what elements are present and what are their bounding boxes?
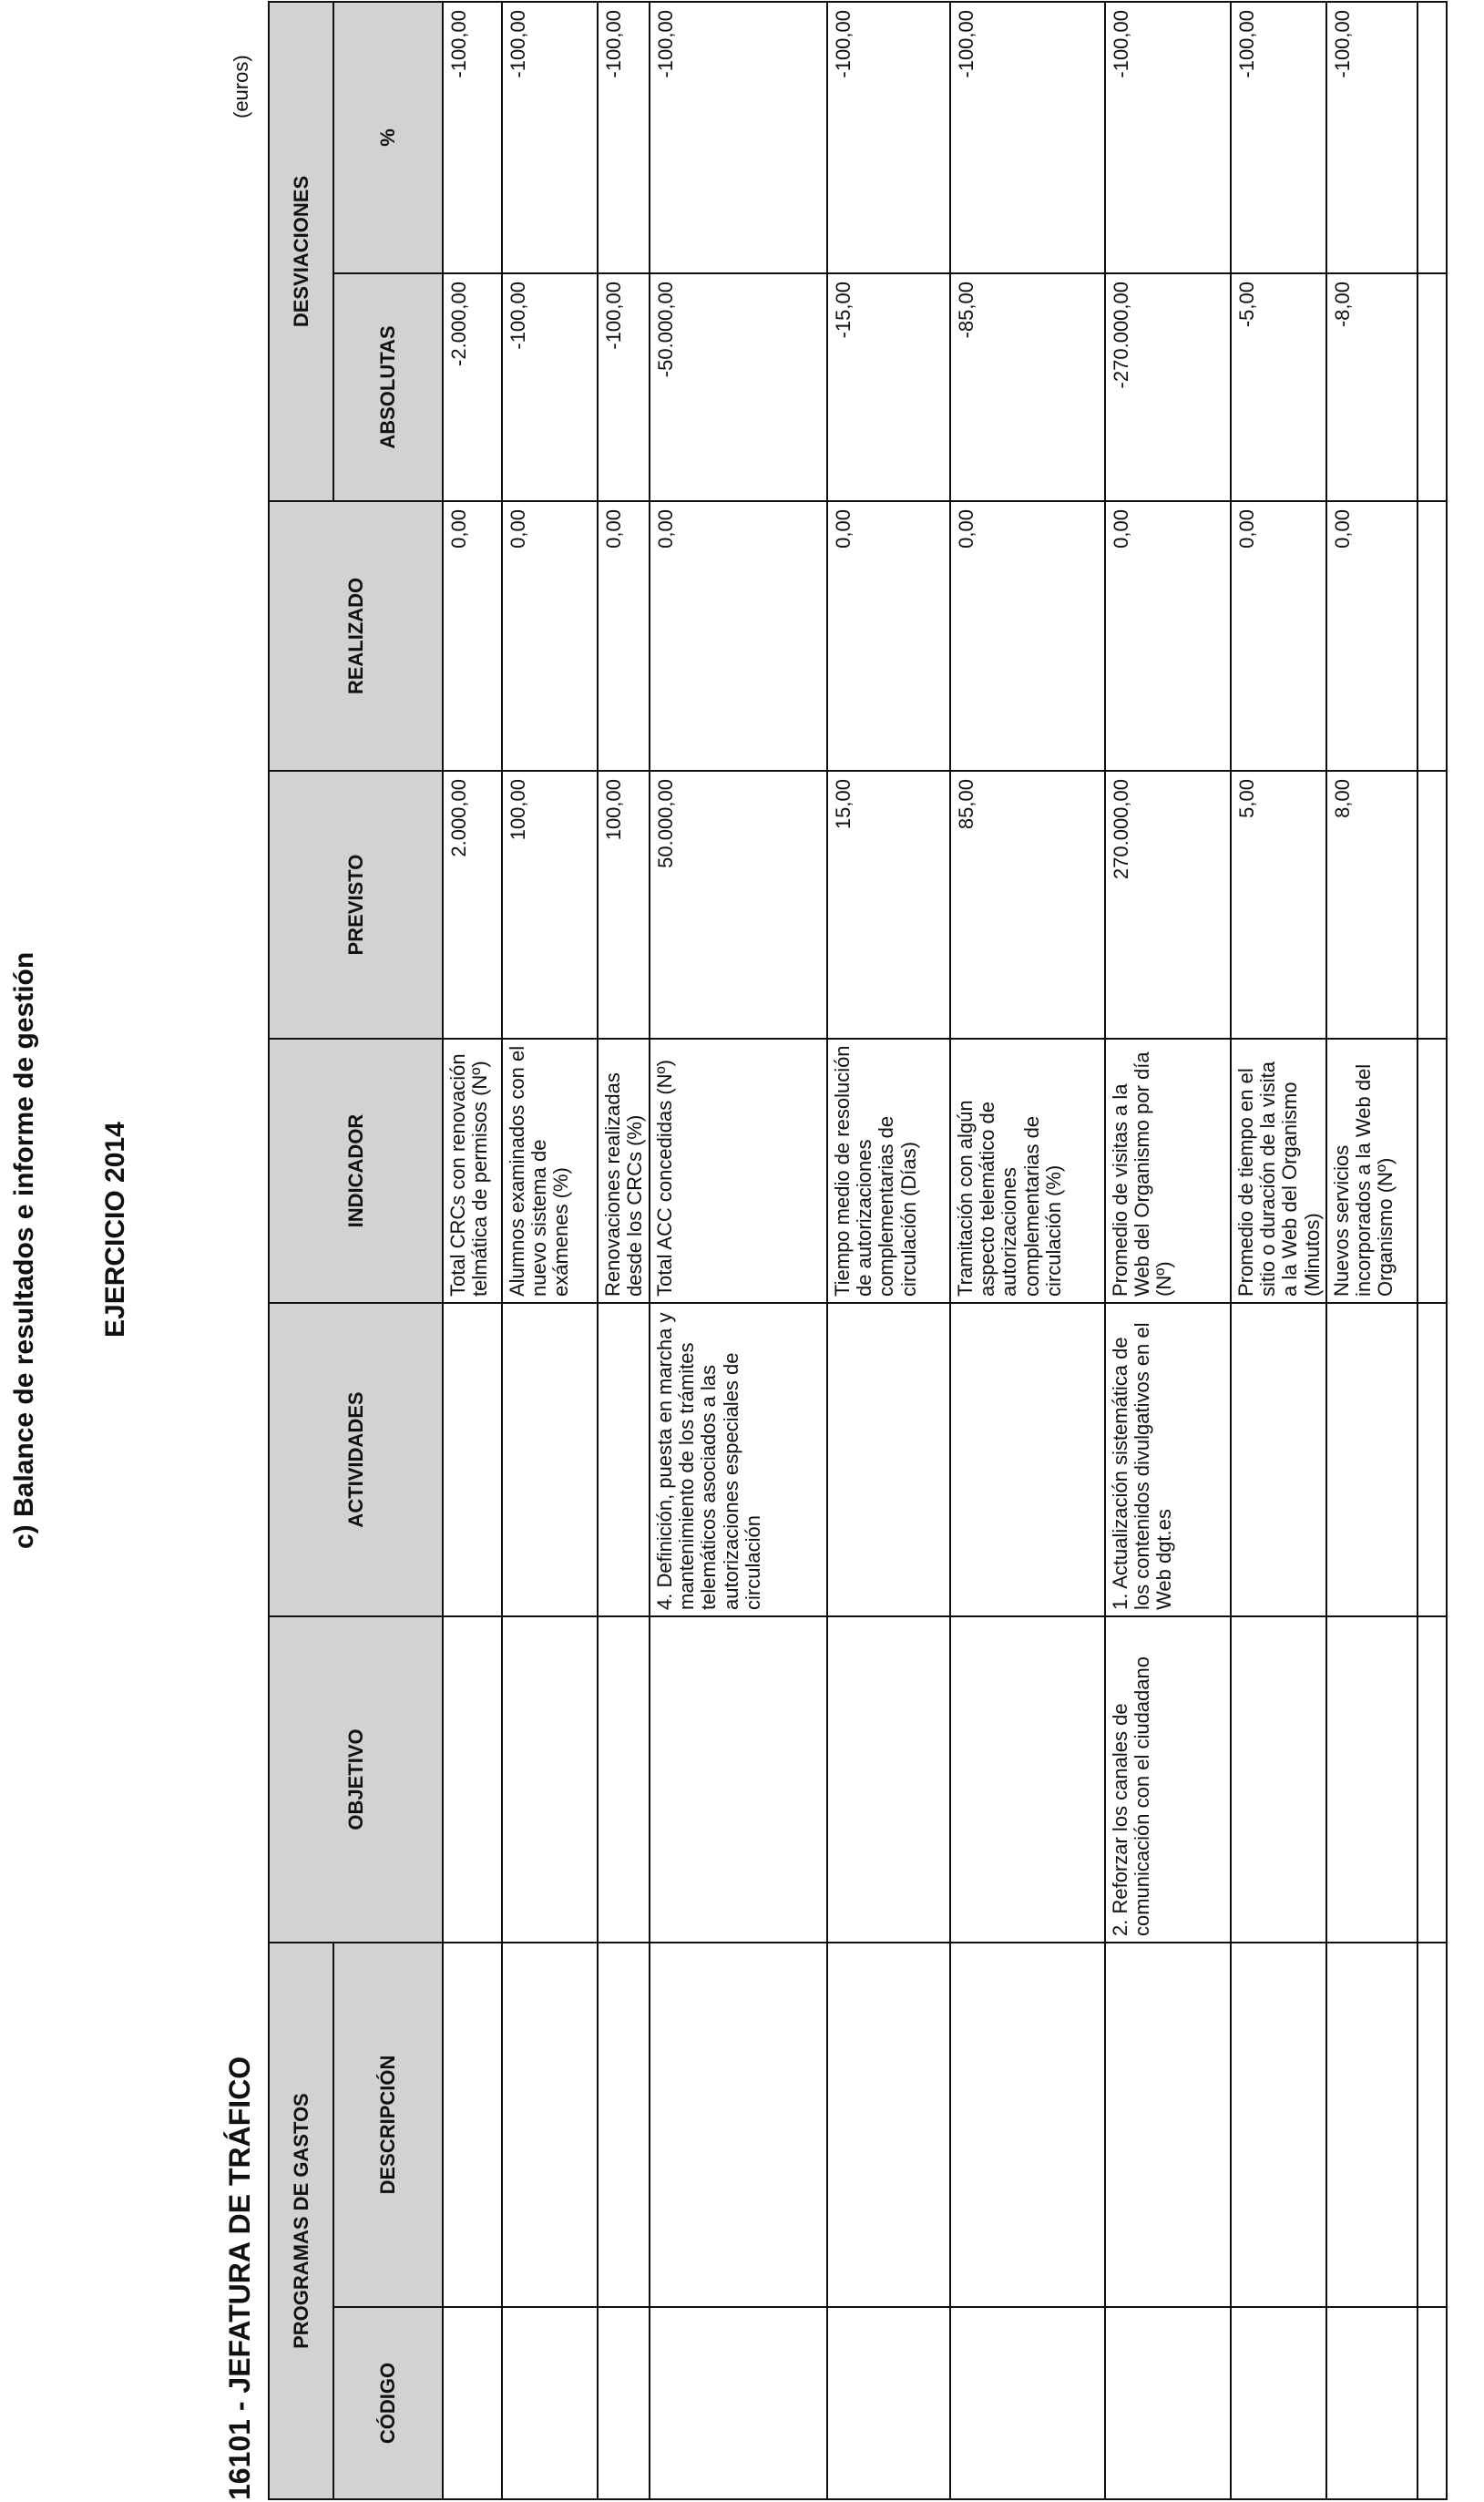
- codigo-cell: [650, 2307, 827, 2499]
- porcentaje-cell: -100,00: [1326, 2, 1417, 273]
- codigo-cell: [443, 2307, 502, 2499]
- header-codigo: CÓDIGO: [333, 2307, 443, 2499]
- objetivo-cell: [443, 1616, 502, 1943]
- objetivo-cell: [650, 1616, 827, 1943]
- codigo-cell: [827, 2307, 950, 2499]
- realizado-cell: 0,00: [443, 501, 502, 771]
- actividad-cell: [827, 1303, 950, 1616]
- realizado-cell: 0,00: [1231, 501, 1326, 771]
- descripcion-cell: [827, 1943, 950, 2307]
- porcentaje-cell: -100,00: [827, 2, 950, 273]
- previsto-cell: 100,00: [502, 771, 598, 1039]
- actividad-cell: [1326, 1303, 1417, 1616]
- absolutas-cell: -270.000,00: [1105, 273, 1231, 501]
- codigo-cell: [598, 2307, 650, 2499]
- descripcion-cell: [1105, 1943, 1231, 2307]
- table-row: [1105, 2, 1231, 2499]
- spacer-cell: [1417, 501, 1447, 771]
- indicador-cell: Promedio de visitas a la Web del Organismo por día (Nº): [1105, 1039, 1231, 1303]
- spacer-cell: [1417, 771, 1447, 1039]
- actividad-cell: 4. Definición, puesta en marcha y mantenimiento de los trámites telemáticos asociados a las autorizaciones especiales de circulación: [650, 1303, 827, 1616]
- objetivo-cell: [1231, 1616, 1326, 1943]
- header-desviaciones: DESVIACIONES: [269, 2, 333, 501]
- previsto-cell: 5,00: [1231, 771, 1326, 1039]
- header-programas-de-gastos: PROGRAMAS DE GASTOS: [269, 1943, 333, 2499]
- realizado-cell: 0,00: [1105, 501, 1231, 771]
- indicador-cell: Renovaciones realizadas desde los CRCs (%): [598, 1039, 650, 1303]
- realizado-cell: 0,00: [827, 501, 950, 771]
- absolutas-cell: -5,00: [1231, 273, 1326, 501]
- absolutas-cell: -50.000,00: [650, 273, 827, 501]
- entity-title: 16101 - JEFATURA DE TRÁFICO: [223, 2056, 256, 2500]
- actividad-cell: [1231, 1303, 1326, 1616]
- codigo-cell: [1231, 2307, 1326, 2499]
- descripcion-cell: [598, 1943, 650, 2307]
- realizado-cell: 0,00: [1326, 501, 1417, 771]
- exercise-year: EJERCICIO 2014: [100, 1122, 130, 1338]
- table-row: [1231, 2, 1326, 2499]
- actividad-cell: [443, 1303, 502, 1616]
- absolutas-cell: -15,00: [827, 273, 950, 501]
- descripcion-cell: [502, 1943, 598, 2307]
- indicador-cell: Alumnos examinados con el nuevo sistema de exámenes (%): [502, 1039, 598, 1303]
- descripcion-cell: [1231, 1943, 1326, 2307]
- spacer-cell: [1417, 1039, 1447, 1303]
- spacer-cell: [1417, 273, 1447, 501]
- porcentaje-cell: -100,00: [502, 2, 598, 273]
- objetivo-cell: [1326, 1616, 1417, 1943]
- actividad-cell: 1. Actualización sistemática de los contenidos divulgativos en el Web dgt.es: [1105, 1303, 1231, 1616]
- realizado-cell: 0,00: [650, 501, 827, 771]
- porcentaje-cell: -100,00: [443, 2, 502, 273]
- absolutas-cell: -85,00: [950, 273, 1105, 501]
- absolutas-cell: -100,00: [502, 273, 598, 501]
- actividad-cell: [598, 1303, 650, 1616]
- porcentaje-cell: -100,00: [1105, 2, 1231, 273]
- header-actividades: ACTIVIDADES: [269, 1303, 443, 1616]
- absolutas-cell: -100,00: [598, 273, 650, 501]
- header-realizado: REALIZADO: [269, 501, 443, 771]
- previsto-cell: 2.000,00: [443, 771, 502, 1039]
- spacer-cell: [1417, 1943, 1447, 2307]
- table-row: [827, 2, 950, 2499]
- absolutas-cell: -8,00: [1326, 273, 1417, 501]
- previsto-cell: 15,00: [827, 771, 950, 1039]
- codigo-cell: [1105, 2307, 1231, 2499]
- spacer-cell: [1417, 2, 1447, 273]
- porcentaje-cell: -100,00: [950, 2, 1105, 273]
- previsto-cell: 85,00: [950, 771, 1105, 1039]
- table-body: [443, 2, 1447, 2499]
- table-row: [950, 2, 1105, 2499]
- codigo-cell: [950, 2307, 1105, 2499]
- absolutas-cell: -2.000,00: [443, 273, 502, 501]
- previsto-cell: 8,00: [1326, 771, 1417, 1039]
- descripcion-cell: [1326, 1943, 1417, 2307]
- objetivo-cell: [950, 1616, 1105, 1943]
- realizado-cell: 0,00: [598, 501, 650, 771]
- actividad-cell: [502, 1303, 598, 1616]
- page-heading: c) Balance de resultados e informe de gestión: [9, 951, 39, 1549]
- table-row: [443, 2, 502, 2499]
- header-descripcion: DESCRIPCIÓN: [333, 1943, 443, 2307]
- descripcion-cell: [650, 1943, 827, 2307]
- objetivo-cell: [598, 1616, 650, 1943]
- porcentaje-cell: -100,00: [598, 2, 650, 273]
- indicador-cell: Tramitación con algún aspecto telemático de autorizaciones complementarias de circulación (%): [950, 1039, 1105, 1303]
- currency-unit: (euros): [230, 55, 252, 118]
- indicador-cell: Nuevos servicios incorporados a la Web del Organismo (Nº): [1326, 1039, 1417, 1303]
- indicador-cell: Total ACC concedidas (Nº): [650, 1039, 827, 1303]
- realizado-cell: 0,00: [950, 501, 1105, 771]
- objetivo-cell: 2. Reforzar los canales de comunicación con el ciudadano: [1105, 1616, 1231, 1943]
- spacer-cell: [1417, 2307, 1447, 2499]
- actividad-cell: [950, 1303, 1105, 1616]
- previsto-cell: 100,00: [598, 771, 650, 1039]
- table-row: [1326, 2, 1417, 2499]
- spacer-cell: [1417, 1303, 1447, 1616]
- objetivo-cell: [827, 1616, 950, 1943]
- header-absolutas: ABSOLUTAS: [333, 273, 443, 501]
- table-row: [502, 2, 598, 2499]
- descripcion-cell: [950, 1943, 1105, 2307]
- porcentaje-cell: -100,00: [1231, 2, 1326, 273]
- header-previsto: PREVISTO: [269, 771, 443, 1039]
- previsto-cell: 50.000,00: [650, 771, 827, 1039]
- realizado-cell: 0,00: [502, 501, 598, 771]
- objetivo-cell: [502, 1616, 598, 1943]
- indicador-cell: Tiempo medio de resolución de autorizaciones complementarias de circulación (Días): [827, 1039, 950, 1303]
- indicador-cell: Promedio de tiempo en el sitio o duración de la visita a la Web del Organismo (Minutos): [1231, 1039, 1326, 1303]
- header-objetivo: OBJETIVO: [269, 1616, 443, 1943]
- table-bottom-spacer: [1417, 2, 1447, 2499]
- indicador-cell: Total CRCs con renovación telmática de permisos (Nº): [443, 1039, 502, 1303]
- table-row: [598, 2, 650, 2499]
- header-porcentaje: %: [333, 2, 443, 273]
- previsto-cell: 270.000,00: [1105, 771, 1231, 1039]
- codigo-cell: [502, 2307, 598, 2499]
- porcentaje-cell: -100,00: [650, 2, 827, 273]
- results-table: [268, 1, 1448, 2500]
- descripcion-cell: [443, 1943, 502, 2307]
- table-row: [650, 2, 827, 2499]
- header-indicador: INDICADOR: [269, 1039, 443, 1303]
- codigo-cell: [1326, 2307, 1417, 2499]
- spacer-cell: [1417, 1616, 1447, 1943]
